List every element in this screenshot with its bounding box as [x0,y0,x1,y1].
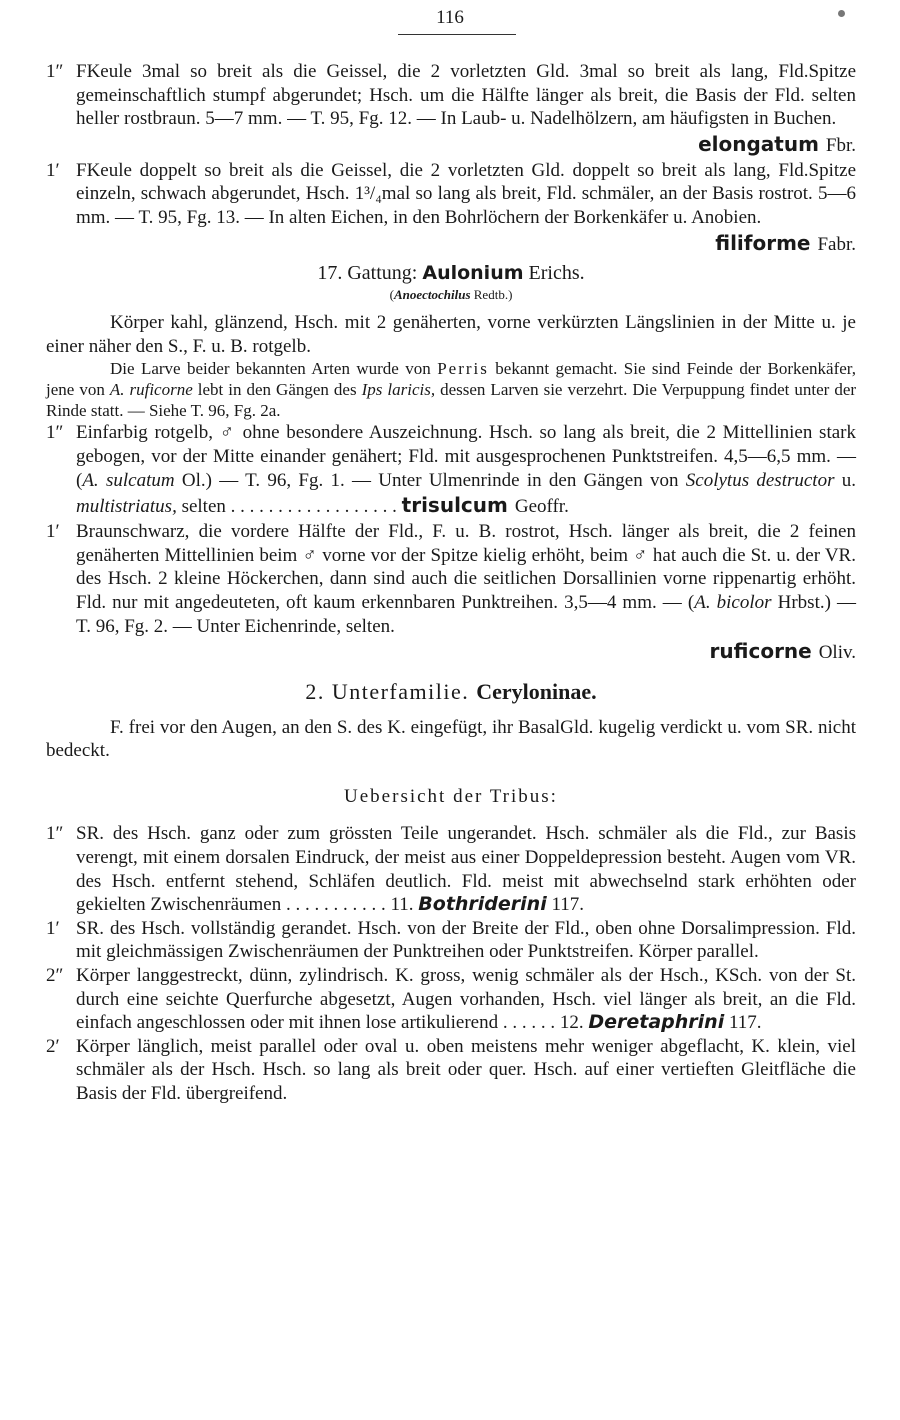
leader-dots: selten . . . . . . . . . . . . . . . . . . [181,496,397,518]
couplet-number: 1′ [46,159,60,181]
couplet-text: Hrbst.) — T. 96, Fg. 2. — Unter Eichenrinde, selten. [76,591,856,637]
larva-note [46,358,856,421]
couplet-text: FKeule doppelt so breit als die Geissel, die 2 vorletzten Gld. doppelt so breit als lang, Fld.Spitze einzeln, schwach abgerundet, Hsch. 1³/₄mal so lang als breit, Fld. schmäler, an der Basis rostrot. 5—6 mm. — T. 95, Fg. 13. — In alten Eichen, in den Bohrlöchern der Borkenkäfer u. Anobien. [76,159,856,228]
tribes-heading: Uebersicht der Tribus: [344,785,558,807]
couplet-number: 1′ [46,521,60,543]
tribe-key-entry [46,964,856,1035]
couplet-text: Körper länglich, meist parallel oder oval u. oben meistens mehr weniger abgeflacht, K. klein, viel schmäler als der Hsch. Hsch. so lang als breit oder quer. Hsch. auf einer vertieften Gleitfläche die Basis der Fld. übergreifend. [76,1035,856,1104]
couplet-text: SR. des Hsch. ganz oder zum grössten Teile ungerandet. Hsch. schmäler als die Fld., zur Basis verengt, mit einem dorsalen Eindruck, der meist aus einer Doppeldepression besteht. Augen vom VR. des Hsch. entfernt stehend, Schläfen deutlich. Fld. meist mit abwechselnd stark erhöhten oder gekielten Zwischenräumen . . . . . . . . . . . [76,823,856,916]
page-reference: 117. [728,1012,762,1034]
tribe-number: 12. [559,1012,584,1034]
note-species: Ips laricis, [361,380,436,400]
subfamily-heading [46,680,856,704]
couplet-text: u. [841,469,857,491]
couplet-text: Ol.) — T. 96, Fg. 1. — Unter Ulmenrinde in den Gängen von [181,469,679,491]
genus-heading [46,262,856,286]
couplet-number: 1′ [46,917,60,939]
tribe-key-entry [46,1035,856,1106]
tribe-name: Bothriderini [418,893,547,916]
subfamily-description: F. frei vor den Augen, an den S. des K. eingefügt, ihr BasalGld. kugelig verdickt u. vom SR. nicht bedeckt. [46,716,856,762]
genus-description: Körper kahl, glänzend, Hsch. mit 2 genäherten, vorne verkürzten Längslinien in der Mitte u. je einer näher den S., F. u. B. rotgelb. [46,312,856,357]
note-person: Perris [437,359,489,379]
species-author: Oliv. [818,642,856,664]
synonym-species: A. sulcatum [82,469,175,491]
genus-author: Erichs. [528,261,585,284]
synonym-species: A. bicolor [694,591,772,613]
key-couplet-1b [46,159,856,258]
subfamily-prefix: 2. Unterfamilie. [305,679,470,705]
couplet-number: 1″ [46,61,64,82]
synonym-name: Anoectochilus [393,287,471,303]
species-name-line [76,638,856,666]
species-name-line [76,230,856,258]
couplet-text: Einfarbig rotgelb, ♂ ohne besondere Auszeichnung. Hsch. so lang als breit, die 2 Mittellinien stark gebogen, vor der Mitte einander genähert; Fld. mit ausgesprochenen Punktstreifen. 4,5—6,5 mm. — ( [76,422,856,491]
page-reference: 117. [551,894,585,916]
couplet-number: 1″ [46,422,64,444]
tribe-key-entry [46,822,856,916]
species-author: Fbr. [825,134,856,156]
key-couplet-1a [46,60,856,159]
header-rule [398,34,516,35]
tribe-name: Deretaphrini [588,1011,725,1034]
couplet-number: 2″ [46,965,64,987]
key-couplet-2b [46,520,856,666]
species-name: trisulcum [401,493,508,518]
species-name: elongatum [698,131,819,156]
species-name: filiforme [715,230,811,255]
synonym-open: ( [389,287,394,303]
couplet-text: Körper langgestreckt, dünn, zylindrisch. K. gross, wenig schmäler als der Hsch., KSch. von der St. durch eine seichte Querfurche abgesetzt, Augen vorhanden, Hsch. viel länger als breit, an die Fld. einfach angeschlossen oder mit ihnen lose artikulierend . . . . . . [76,965,856,1034]
couplet-text: Braunschwarz, die vordere Hälfte der Fld., F. u. B. rostrot, Hsch. länger als breit, die 2 feinen genäherten Mittellinien beim ♂ vorne vor der Spitze kielig erhöht, beim ♂ hat auch die St. u. der VR. des Hsch. 2 kleine Höckerchen, dann sind auch die seitlichen Dorsallinien vorne rippenartig erhöht. Fld. nur mit angedeuteten, oft kaum erkennbaren Punktreihen. 3,5—4 mm. — ( [76,521,856,613]
synonym-author: Redtb.) [473,287,513,303]
species-name-line [76,131,856,159]
tribe-key-entry [46,917,856,964]
note-text: Die Larve beider bekannten Arten wurde von [110,359,431,379]
genus-synonym [46,285,856,305]
tribe-key [46,822,856,1105]
note-text: bekannt gemacht. Sie sind Feinde der Borkenkäfer, jene von [46,359,857,400]
species-name-inline [402,493,569,517]
tribe-number: 11. [390,894,414,916]
species-author: Fabr. [817,233,856,255]
host-species: Scolytus destructor [685,469,835,491]
page-content [46,60,856,1106]
note-species: A. ruficorne [109,380,193,400]
species-author: Geoffr. [514,496,569,518]
couplet-text: FKeule 3mal so breit als die Geissel, die 2 vorletzten Gld. 3mal so breit als lang, Fld.Spitze gemeinschaftlich stumpf abgerundet; Hsch. um die Hälfte länger als breit, die Basis der Fld. selten heller rostbraun. 5—7 mm. — T. 95, Fg. 12. — In Laub- u. Nadelhölzern, am häufigsten in Buchen. [76,61,856,130]
couplet-number: 2′ [46,1035,60,1057]
key-couplet-2a [46,421,856,520]
couplet-text: SR. des Hsch. vollständig gerandet. Hsch. von der Breite der Fld., oben ohne Dorsalimpression. Fld. mit gleichmässigen Zwischenräumen der Punktreihen oder Punktstreifen. Körper parallel. [76,917,856,963]
page-speck [838,10,845,17]
page-number: 116 [436,7,464,28]
note-text: dessen Larven sie verzehrt. Die Verpuppung findet unter der Rinde statt. — Siehe T. 96, Fg. 2a. [46,380,857,421]
host-species: multistriatus, [76,496,177,518]
note-text: lebt in den Gängen des [197,380,357,400]
couplet-number: 1″ [46,823,64,845]
genus-name: Aulonium [422,261,524,284]
species-name: ruficorne [709,639,812,664]
subfamily-name: Ceryloninae. [476,679,597,705]
genus-prefix: 17. Gattung: [317,261,418,284]
